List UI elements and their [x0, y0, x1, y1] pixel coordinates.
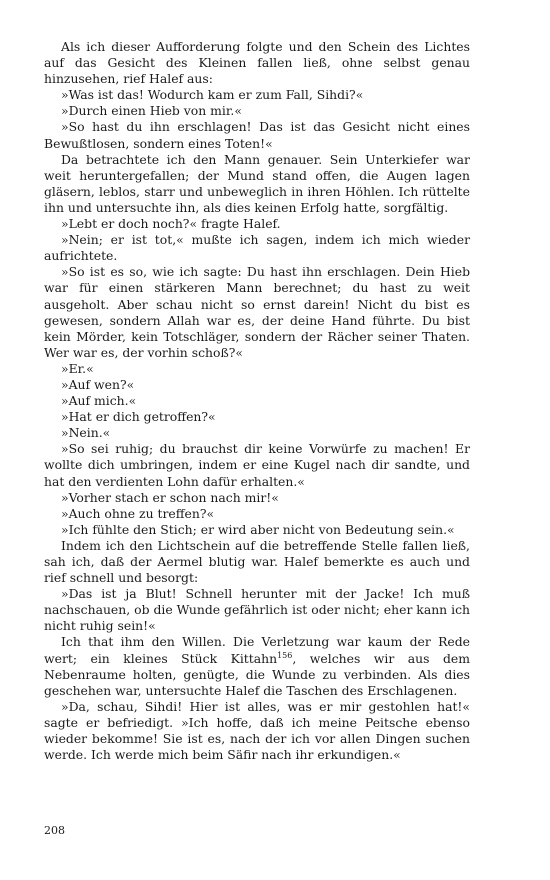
- paragraph: »Nein.«: [61, 425, 111, 441]
- paragraph: »Nein; er ist tot,« mußte ich sagen, indem ich mich wieder aufrichtete.: [44, 232, 470, 264]
- page-body: [44, 39, 470, 763]
- paragraph: »Ich fühlte den Stich; er wird aber nicht von Bedeutung sein.«: [61, 521, 455, 537]
- paragraph-with-footnote: [44, 634, 470, 698]
- paragraph: »Was ist das! Wodurch kam er zum Fall, Sihdi?«: [61, 87, 364, 103]
- paragraph: »Auf wen?«: [61, 376, 135, 392]
- page-number: 208: [44, 824, 65, 837]
- paragraph: »Auf mich.«: [61, 393, 137, 409]
- paragraph: »Lebt er doch noch?« fragte Halef.: [61, 216, 281, 232]
- paragraph-text: , welches wir aus dem Nebenraume holten, genügte, die Wunde zu verbinden. Als dies geschehen war, untersuchte Halef die Taschen des Erschlagenen.: [44, 650, 470, 698]
- paragraph: »Durch einen Hieb von mir.«: [61, 103, 242, 119]
- paragraph-text: Ich that ihm den Willen. Die Verletzung war kaum der Rede wert; ein kleines Stück Kittahn: [44, 634, 470, 666]
- paragraph: »So sei ruhig; du brauchst dir keine Vorwürfe zu machen! Er wollte dich umbringen, indem er eine Kugel nach dir sandte, und hat den verdienten Lohn dafür erhalten.«: [44, 441, 470, 489]
- paragraph: Da betrachtete ich den Mann genauer. Sein Unterkiefer war weit heruntergefallen; der Mund stand offen, die Augen lagen gläsern, leblos, starr und unbeweglich in ihren Höhlen. Ich rüttelte ihn und untersuchte ihn, als dies keinen Erfolg hatte, sorgfältig.: [44, 151, 470, 215]
- paragraph: »So ist es so, wie ich sagte: Du hast ihn erschlagen. Dein Hieb war für einen stärkeren Mann berechnet; du hast zu weit ausgeholt. Aber schau nicht so ernst darein! Nicht du bist es gewesen, sondern Allah war es, der deine Hand führte. Du bist kein Mörder, kein Totschläger, sondern der Rächer seiner Thaten. Wer war es, der vorhin schoß?«: [44, 264, 470, 360]
- paragraph: »Da, schau, Sihdi! Hier ist alles, was er mir gestohlen hat!« sagte er befriedigt. »Ich hoffe, daß ich meine Peitsche ebenso wieder bekomme! Sie ist es, nach der ich vor allen Dingen suchen werde. Ich werde mich beim Säfir nach ihr erkundigen.«: [44, 698, 470, 763]
- paragraph: »Hat er dich getroffen?«: [61, 409, 216, 425]
- footnote-marker: 156: [277, 650, 293, 660]
- paragraph: »Auch ohne zu treffen?«: [61, 505, 215, 521]
- paragraph: »So hast du ihn erschlagen! Das ist das Gesicht nicht eines Bewußtlosen, sondern eines Toten!«: [44, 119, 470, 151]
- paragraph: »Vorher stach er schon nach mir!«: [61, 489, 279, 505]
- paragraph: »Er.«: [61, 360, 94, 376]
- paragraph: Als ich dieser Aufforderung folgte und den Schein des Lichtes auf das Gesicht des Kleinen fallen ließ, ohne selbst genau hinzusehen, rief Halef aus:: [44, 39, 470, 87]
- paragraph: Indem ich den Lichtschein auf die betreffende Stelle fallen ließ, sah ich, daß der Aermel blutig war. Halef bemerkte es auch und rief schnell und besorgt:: [44, 537, 470, 586]
- paragraph: »Das ist ja Blut! Schnell herunter mit der Jacke! Ich muß nachschauen, ob die Wunde gefährlich ist oder nicht; eher kann ich nicht ruhig sein!«: [44, 586, 470, 634]
